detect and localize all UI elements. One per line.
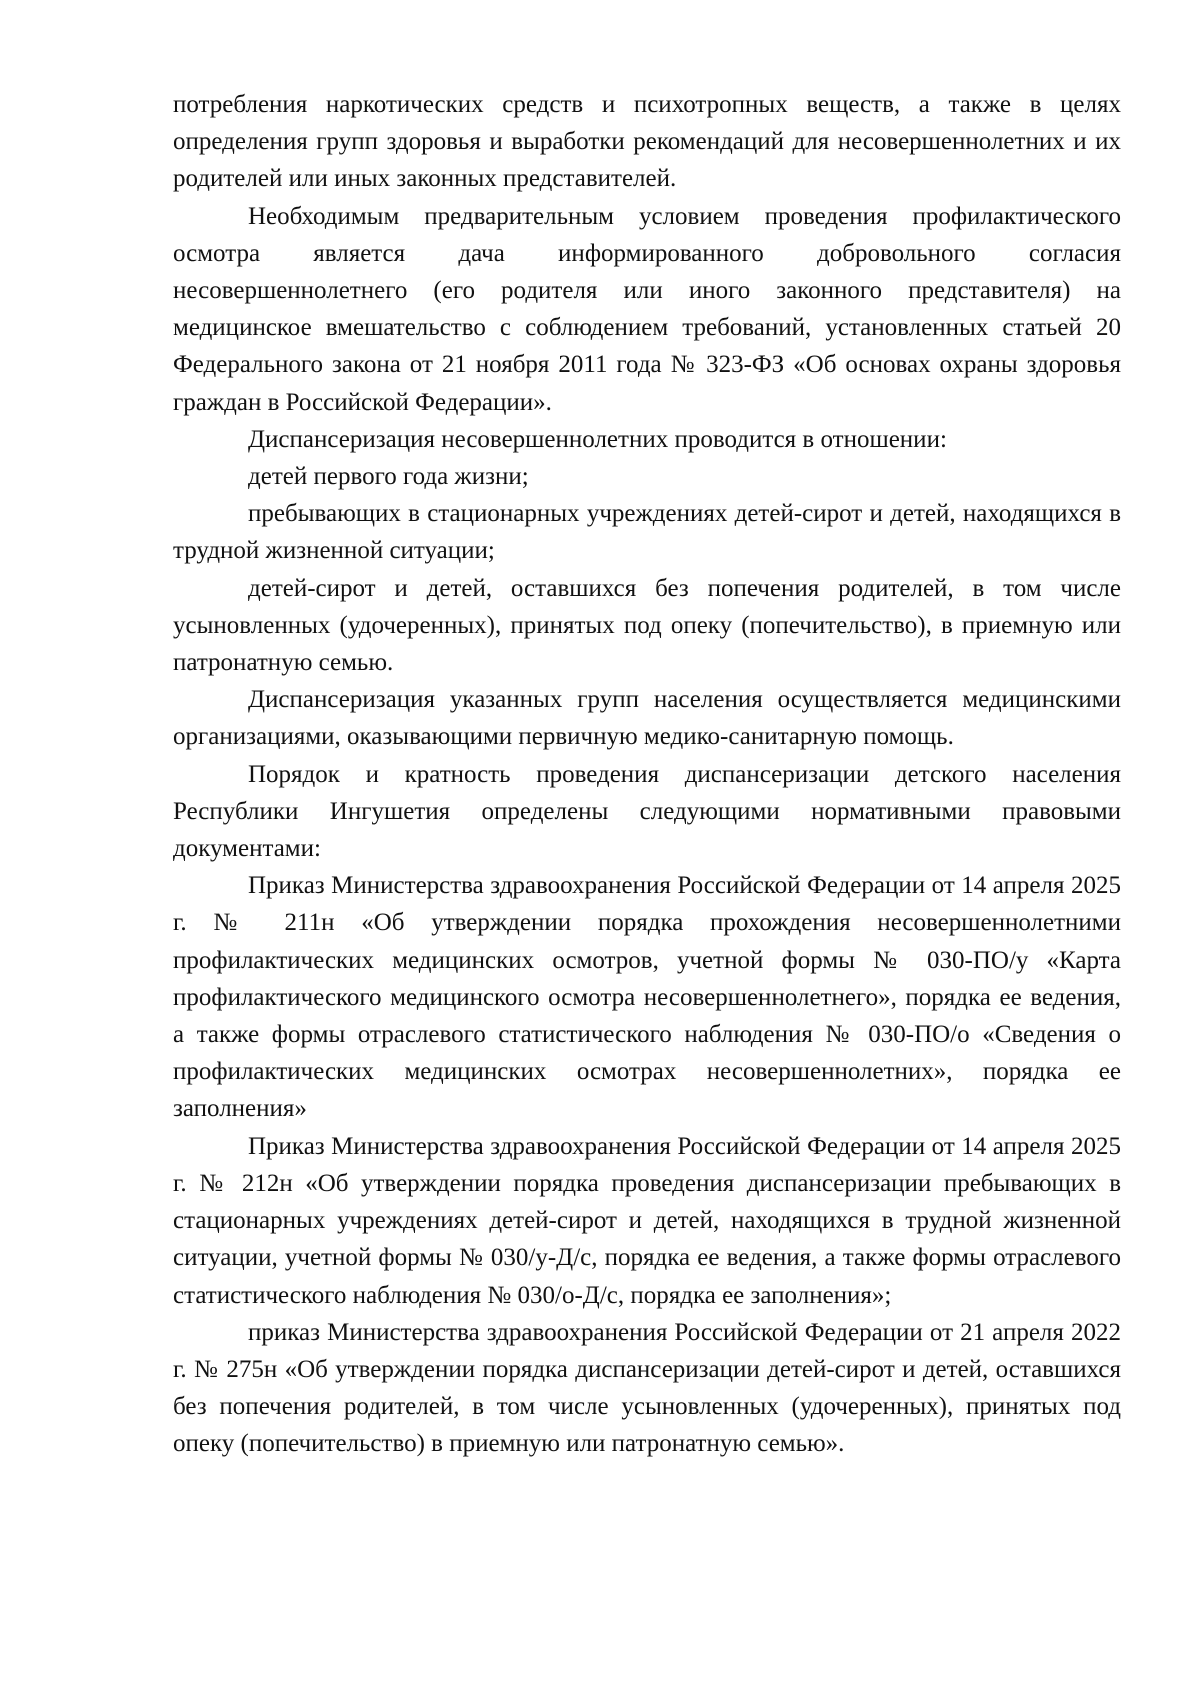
list-item-first-year-children: детей первого года жизни; bbox=[248, 463, 529, 491]
order-212n: Приказ Министерства здравоохранения Российской Федерации от 14 апреля 2025 г. № 212н «Об утверждении порядка проведения диспансеризации пребывающих в стационарных учреждениях детей-сирот и детей, находящихся в трудной жизненной ситуации, учетной формы № 030/у-Д/с, порядка ее ведения, а также формы отраслевого статистического наблюдения № 030/о-Д/с, порядка ее заполнения»; bbox=[173, 1132, 1121, 1309]
document-body bbox=[173, 86, 1121, 1463]
order-275n: приказ Министерства здравоохранения Российской Федерации от 21 апреля 2022 г. № 275н «Об утверждении порядка диспансеризации детей-сирот и детей, оставшихся без попечения родителей, в том числе усыновленных (удочеренных), принятых под опеку (попечительство) в приемную или патронатную семью». bbox=[173, 1318, 1121, 1458]
order-211n: Приказ Министерства здравоохранения Российской Федерации от 14 апреля 2025 г. № 211н «Об утверждении порядка прохождения несовершеннолетними профилактических медицинских осмотров, учетной формы № 030-ПО/у «Карта профилактического медицинского осмотра несовершеннолетнего», порядка ее ведения, а также формы отраслевого статистического наблюдения № 030-ПО/о «Сведения о профилактических медицинских осмотрах несовершеннолетних», порядка ее заполнения» bbox=[173, 872, 1121, 1123]
paragraph-regulatory-documents: Порядок и кратность проведения диспансеризации детского населения Республики Ингушетия определены следующими нормативными правовыми документами: bbox=[173, 760, 1121, 863]
paragraph-consent: Необходимым предварительным условием проведения профилактического осмотра является дача информированного добровольного согласия несовершеннолетнего (его родителя или иного законного представителя) на медицинское вмешательство с соблюдением требований, установленных статьей 20 Федерального закона от 21 ноября 2011 года № 323-ФЗ «Об основах охраны здоровья граждан в Российской Федерации». bbox=[173, 202, 1121, 416]
list-item-adopted-orphans: детей-сирот и детей, оставшихся без попечения родителей, в том числе усыновленных (удочеренных), принятых под опеку (попечительство), в приемную или патронатную семью. bbox=[173, 574, 1121, 677]
list-item-institution-orphans: пребывающих в стационарных учреждениях детей-сирот и детей, находящихся в трудной жизненной ситуации; bbox=[173, 500, 1121, 565]
paragraph-medical-organizations: Диспансеризация указанных групп населения осуществляется медицинскими организациями, оказывающими первичную медико-санитарную помощь. bbox=[173, 686, 1121, 751]
paragraph-continuation: потребления наркотических средств и психотропных веществ, а также в целях определения групп здоровья и выработки рекомендаций для несовершеннолетних и их родителей или иных законных представителей. bbox=[173, 91, 1121, 193]
paragraph-dispensarization-intro: Диспансеризация несовершеннолетних проводится в отношении: bbox=[248, 425, 947, 453]
